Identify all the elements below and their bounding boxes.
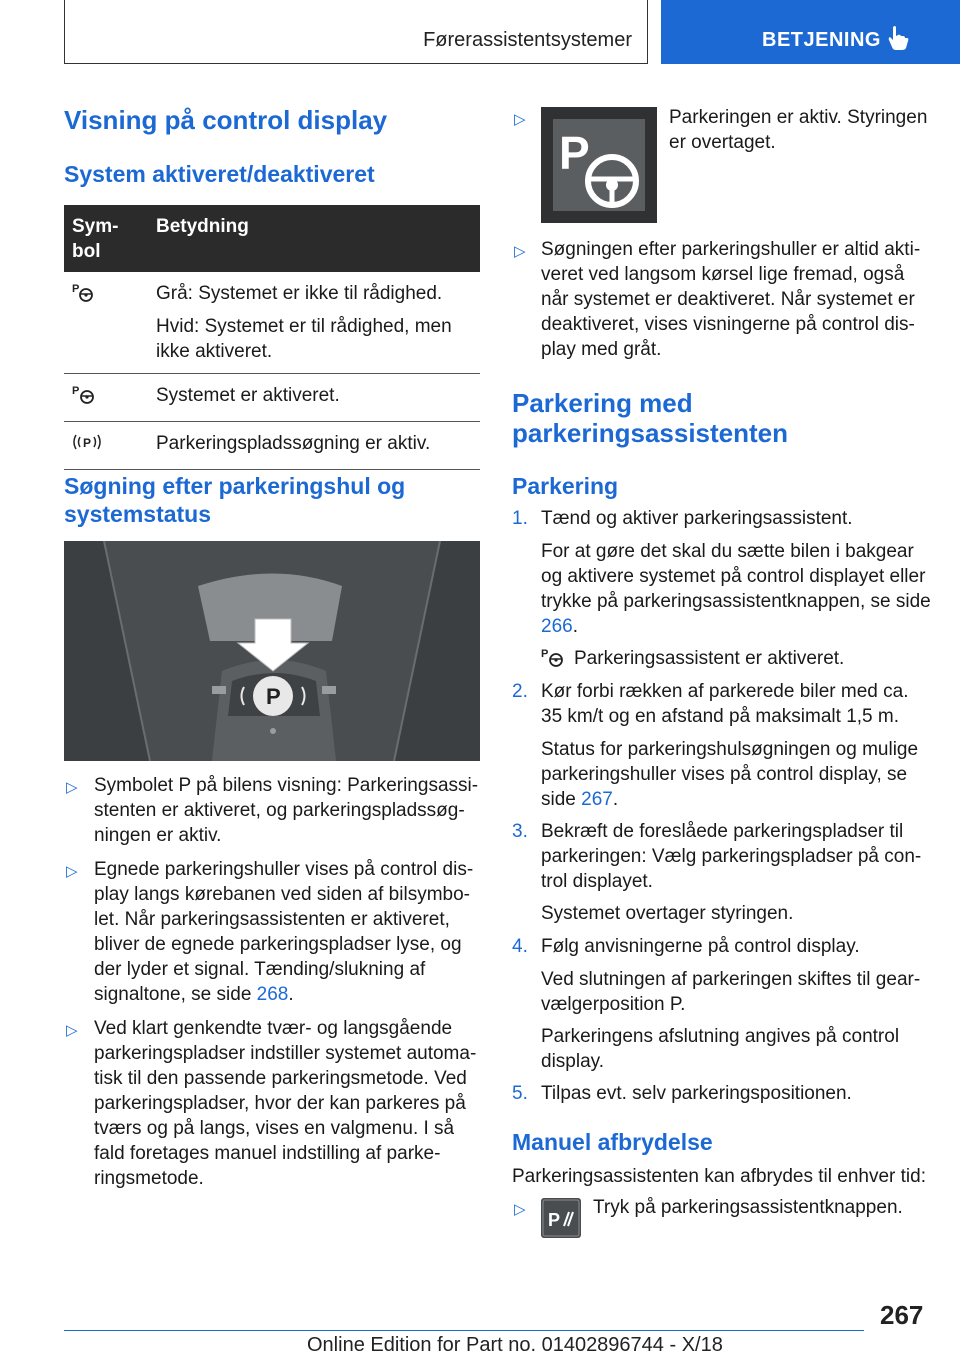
- bullet-p-symbol: Symbolet P på bilens visning: Parkeringsassistenten er aktiveret, og parkeringspladssøgningen er aktiv.: [94, 775, 479, 846]
- step-2-detail: Status for parkeringshulsøgningen og mulige parkeringshuller vises på control display, se side 267.: [541, 739, 919, 810]
- heading-search-status: Søgning efter parkeringshul og systemstatus: [64, 473, 406, 527]
- svg-text:P: P: [72, 385, 80, 397]
- step-1-text: Tænd og aktiver parkeringsassistent.: [541, 508, 853, 529]
- step-number: 4.: [512, 936, 528, 957]
- table-row: [64, 374, 480, 422]
- step-4-detail-1: Ved slutningen af parkeringen skiftes til gearvælgerposition P.: [541, 969, 921, 1015]
- step-3-detail: Systemet overtager styringen.: [541, 903, 794, 924]
- park-assist-active-icon: [541, 646, 565, 668]
- table-row: [64, 272, 480, 374]
- manual-cancel-bullet-text: Tryk på parkeringsassistentknappen.: [593, 1197, 903, 1218]
- page-link-267[interactable]: 267: [581, 789, 613, 810]
- bullet-triangle-icon: ▷: [514, 1201, 526, 1218]
- bullet-triangle-icon: ▷: [514, 243, 526, 260]
- chapter-tab-label: BETJENING: [762, 29, 881, 51]
- parking-active-steering-icon: [541, 107, 657, 223]
- symbol-table: [64, 205, 480, 470]
- svg-text:P: P: [266, 684, 281, 709]
- heading-manual-cancel: Manuel afbrydelse: [512, 1129, 713, 1155]
- svg-text:P: P: [83, 436, 92, 450]
- step-5-text: Tilpas evt. selv parkeringspositionen.: [541, 1083, 852, 1104]
- step-1-icon-text: Parkeringsassistent er aktiveret.: [574, 648, 845, 669]
- bullet-triangle-icon: ▷: [66, 1022, 78, 1039]
- hand-pointer-icon: [887, 25, 909, 51]
- step-3-text: Bekræft de foreslåede parkeringspladser til parkeringen: Vælg parkeringspladser på control displayet.: [541, 821, 922, 892]
- bullet-parking-method: Ved klart genkendte tvær- og langsgående parkeringspladser indstiller systemet automatisk til den passende parkeringsmetode. Ved parkeringspladser, hvor der kan parkeres på tværs og på langs, vises en valgmenu. I så fald foretages manuel indstilling af parkeringsmetode.: [94, 1018, 477, 1189]
- parking-active-text: Parkeringen er aktiv. Styringen er overtaget.: [669, 107, 928, 153]
- header-section-title: Førerassistentsystemer: [423, 29, 632, 51]
- header-chapter-tab[interactable]: [661, 0, 960, 64]
- step-number: 2.: [512, 681, 528, 702]
- page-link-266[interactable]: 266: [541, 616, 573, 637]
- table-header-symbol: Sym- bol: [64, 205, 148, 272]
- svg-text:P: P: [72, 283, 80, 295]
- svg-text:P: P: [541, 648, 549, 660]
- row2-line1: Systemet er aktiveret.: [156, 385, 340, 406]
- step-1-detail: For at gøre det skal du sætte bilen i bakgear og aktivere systemet på control displayet eller trykke på parkeringsassistentknappen, se side 266.: [541, 541, 931, 637]
- bullet-search-always-active: Søgningen efter parkeringshuller er altid aktiveret ved langsom kørsel lige fremad, også når systemet er deaktiveret. Når systemet er deaktiveret, vises visningerne på control display med gråt.: [541, 239, 921, 360]
- bullet-triangle-icon: ▷: [514, 111, 526, 128]
- parking-search-illustration: [64, 541, 480, 761]
- park-assist-active-icon: [72, 383, 96, 405]
- step-4-detail-2: Parkeringens afslutning angives på control display.: [541, 1026, 900, 1072]
- park-assist-button-icon: [541, 1198, 581, 1238]
- parking-signal-icon: [72, 431, 102, 453]
- table-header-meaning: Betydning: [148, 205, 480, 272]
- bullet-triangle-icon: ▷: [66, 779, 78, 796]
- footer-edition: Online Edition for Part no. 01402896744 - X/18: [307, 1334, 723, 1356]
- park-assist-icon: [72, 281, 94, 303]
- page-number: 267: [880, 1300, 924, 1330]
- bullet-suitable-spaces: Egnede parkeringshuller vises på control display langs kørebanen ved siden af bilsymbolet. Når parkeringsassistenten er aktiveret, bliver de egnede parkeringspladser lyse, og der lyder et signal. Tænding/slukning af signaltone, se side 268.: [94, 859, 474, 1005]
- row1-line2: Hvid: Systemet er til rådighed, men ikke aktiveret.: [156, 316, 452, 362]
- heading-parking: Parkering: [512, 473, 619, 499]
- table-row: [64, 422, 480, 470]
- step-number: 5.: [512, 1083, 528, 1104]
- row3-line1: Parkeringspladssøgning er aktiv.: [156, 433, 431, 454]
- step-number: 3.: [512, 821, 528, 842]
- step-number: 1.: [512, 508, 528, 529]
- page-link-268[interactable]: 268: [256, 984, 289, 1005]
- svg-text:P: P: [548, 1210, 561, 1230]
- svg-text:P: P: [559, 127, 590, 179]
- step-4-text: Følg anvisningerne på control display.: [541, 936, 860, 957]
- manual-cancel-text: Parkeringsassistenten kan afbrydes til enhver tid:: [512, 1166, 926, 1187]
- footer-divider: [64, 1330, 864, 1331]
- step-2-text: Kør forbi rækken af parkerede biler med ca. 35 km/t og en afstand på maksimalt 1,5 m.: [541, 681, 909, 727]
- row1-line1: Grå: Systemet er ikke til rådighed.: [156, 283, 443, 304]
- heading-control-display: Visning på control display: [64, 105, 388, 135]
- bullet-triangle-icon: ▷: [66, 863, 78, 880]
- heading-system-status: System aktiveret/deaktiveret: [64, 161, 375, 187]
- heading-parking-with-assistant: Parkering med parkeringsassistenten: [512, 388, 789, 448]
